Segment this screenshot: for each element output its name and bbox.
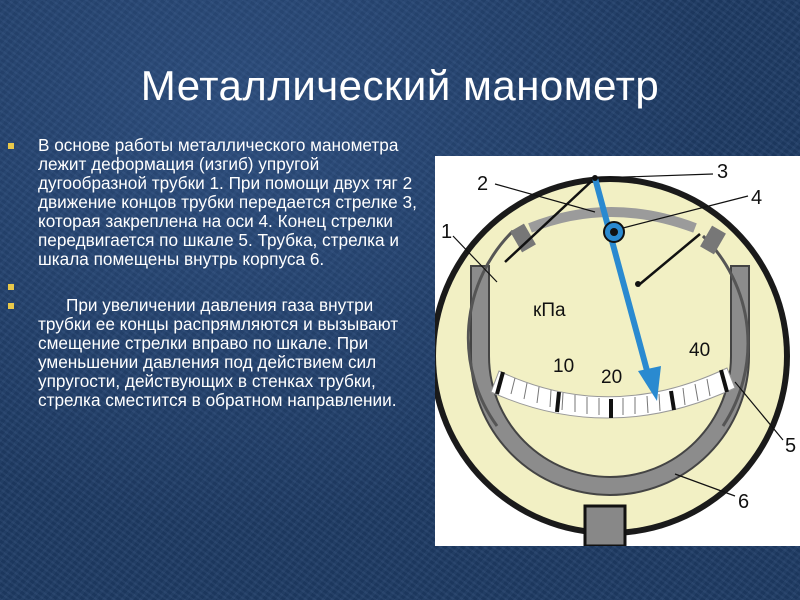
paragraph-2 (8, 277, 426, 296)
text-block (8, 136, 426, 410)
bullet-icon (8, 143, 14, 149)
scale-label-10: 10 (553, 356, 575, 377)
manometer-diagram (435, 156, 800, 546)
bullet-icon (8, 303, 14, 309)
part-label-6: 6 (738, 491, 750, 513)
part-label-5: 5 (785, 435, 797, 457)
part-label-3: 3 (717, 161, 729, 183)
paragraph-3 (8, 296, 426, 410)
paragraph-text: При увеличении давления газа внутри трубки ее концы распрямляются и вызывают смещение стрелки вправо по шкале. При уменьшении давления под действием сил упругости, действующих в стенках трубки, стрелка сместится в обратном направлении. (38, 295, 399, 410)
bullet-icon (8, 284, 14, 290)
paragraph-1 (8, 136, 426, 269)
manometer-figure (435, 156, 800, 546)
axis-pin (610, 228, 618, 236)
unit-label: кПа (533, 300, 566, 321)
scale-label-40: 40 (689, 340, 711, 361)
part-label-4: 4 (751, 187, 763, 209)
rod-joint (635, 281, 641, 287)
paragraph-text: В основе работы металлического манометра лежит деформация (изгиб) упругой дугообразной трубки 1. При помощи двух тяг 2 движение концов трубки передается стрелке 3, которая закреплена на оси 4. Конец стрелки передвигается по шкале 5. Трубка, стрелка и шкала помещены внутрь корпуса 6. (38, 135, 417, 269)
slide-title: Металлический манометр (140, 62, 660, 109)
stand (585, 506, 625, 546)
scale-label-20: 20 (601, 367, 623, 388)
part-label-2: 2 (477, 173, 489, 195)
part-label-1: 1 (441, 221, 453, 243)
